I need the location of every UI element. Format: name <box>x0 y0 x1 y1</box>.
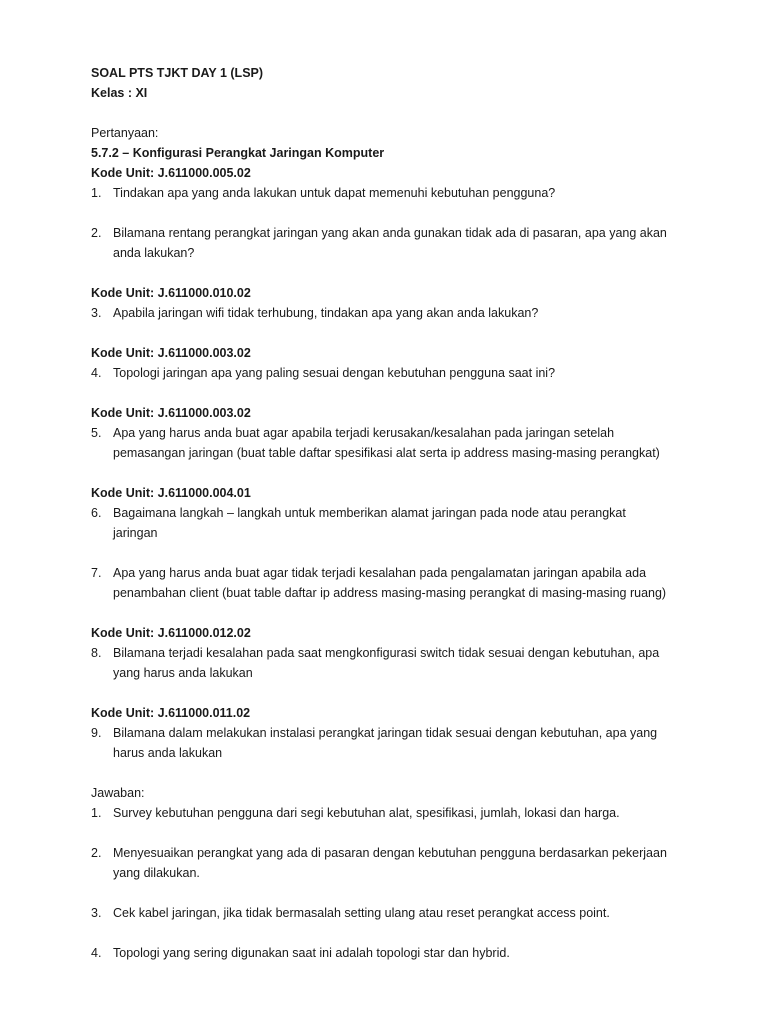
question-number: 4. <box>91 366 102 380</box>
question-number: 7. <box>91 566 102 580</box>
question-text: Bilamana dalam melakukan instalasi perangkat jaringan tidak sesuai dengan kebutuhan, apa yang <box>113 726 658 740</box>
unit-code: Kode Unit: J.611000.005.02 <box>91 166 251 180</box>
question-number: 8. <box>91 646 102 660</box>
question-text: Apabila jaringan wifi tidak terhubung, tindakan apa yang akan anda lakukan? <box>113 306 539 320</box>
question-item <box>91 363 691 383</box>
answer-number: 1. <box>91 806 102 820</box>
answer-text: Survey kebutuhan pengguna dari segi kebutuhan alat, spesifikasi, jumlah, lokasi dan harga. <box>113 806 620 820</box>
question-text: anda lakukan? <box>113 246 195 260</box>
answer-item <box>91 803 691 823</box>
answer-text: Menyesuaikan perangkat yang ada di pasaran dengan kebutuhan pengguna berdasarkan pekerjaan <box>113 846 667 860</box>
question-item <box>91 503 691 543</box>
unit-code: Kode Unit: J.611000.011.02 <box>91 706 251 720</box>
answer-text: Topologi yang sering digunakan saat ini adalah topologi star dan hybrid. <box>113 946 510 960</box>
question-text: harus anda lakukan <box>113 746 223 760</box>
document-title: SOAL PTS TJKT DAY 1 (LSP) <box>91 66 264 80</box>
question-item <box>91 723 691 763</box>
answer-item <box>91 843 691 883</box>
question-item <box>91 643 691 683</box>
question-item <box>91 423 691 463</box>
question-number: 9. <box>91 726 102 740</box>
question-text: Topologi jaringan apa yang paling sesuai dengan kebutuhan pengguna saat ini? <box>113 366 556 380</box>
question-number: 5. <box>91 426 102 440</box>
question-text: Tindakan apa yang anda lakukan untuk dapat memenuhi kebutuhan pengguna? <box>113 186 556 200</box>
answer-text: Cek kabel jaringan, jika tidak bermasalah setting ulang atau reset perangkat access point. <box>113 906 610 920</box>
question-number: 6. <box>91 506 102 520</box>
answer-item <box>91 943 691 963</box>
question-number: 2. <box>91 226 102 240</box>
question-item <box>91 303 691 323</box>
unit-code: Kode Unit: J.611000.003.02 <box>91 406 251 420</box>
unit-code: Kode Unit: J.611000.012.02 <box>91 626 251 640</box>
answer-text: yang dilakukan. <box>113 866 200 880</box>
question-text: penambahan client (buat table daftar ip address masing-masing perangkat di masing-masing ruang) <box>113 586 667 600</box>
question-text: pemasangan jaringan (buat table daftar spesifikasi alat serta ip address masing-masing perangkat) <box>113 446 660 460</box>
answers-heading: Jawaban: <box>91 786 145 800</box>
question-text: yang harus anda lakukan <box>113 666 253 680</box>
answer-number: 4. <box>91 946 102 960</box>
class-label: Kelas : XI <box>91 86 148 100</box>
answer-item <box>91 903 691 923</box>
document-body <box>91 63 691 963</box>
question-item <box>91 563 691 603</box>
unit-code: Kode Unit: J.611000.010.02 <box>91 286 251 300</box>
question-text: jaringan <box>113 526 158 540</box>
section-heading: 5.7.2 – Konfigurasi Perangkat Jaringan Komputer <box>91 146 385 160</box>
unit-code: Kode Unit: J.611000.003.02 <box>91 346 251 360</box>
question-text: Apa yang harus anda buat agar tidak terjadi kesalahan pada pengalamatan jaringan apabila ada <box>113 566 647 580</box>
question-text: Bilamana rentang perangkat jaringan yang akan anda gunakan tidak ada di pasaran, apa yang akan <box>113 226 667 240</box>
question-text: Apa yang harus anda buat agar apabila terjadi kerusakan/kesalahan pada jaringan setelah <box>113 426 615 440</box>
answer-number: 3. <box>91 906 102 920</box>
question-text: Bilamana terjadi kesalahan pada saat mengkonfigurasi switch tidak sesuai dengan kebutuhan, apa <box>113 646 660 660</box>
answer-number: 2. <box>91 846 102 860</box>
question-number: 1. <box>91 186 102 200</box>
question-item <box>91 223 691 263</box>
unit-code: Kode Unit: J.611000.004.01 <box>91 486 251 500</box>
questions-heading: Pertanyaan: <box>91 126 159 140</box>
question-text: Bagaimana langkah – langkah untuk memberikan alamat jaringan pada node atau perangkat <box>113 506 626 520</box>
question-item <box>91 183 691 203</box>
question-number: 3. <box>91 306 102 320</box>
